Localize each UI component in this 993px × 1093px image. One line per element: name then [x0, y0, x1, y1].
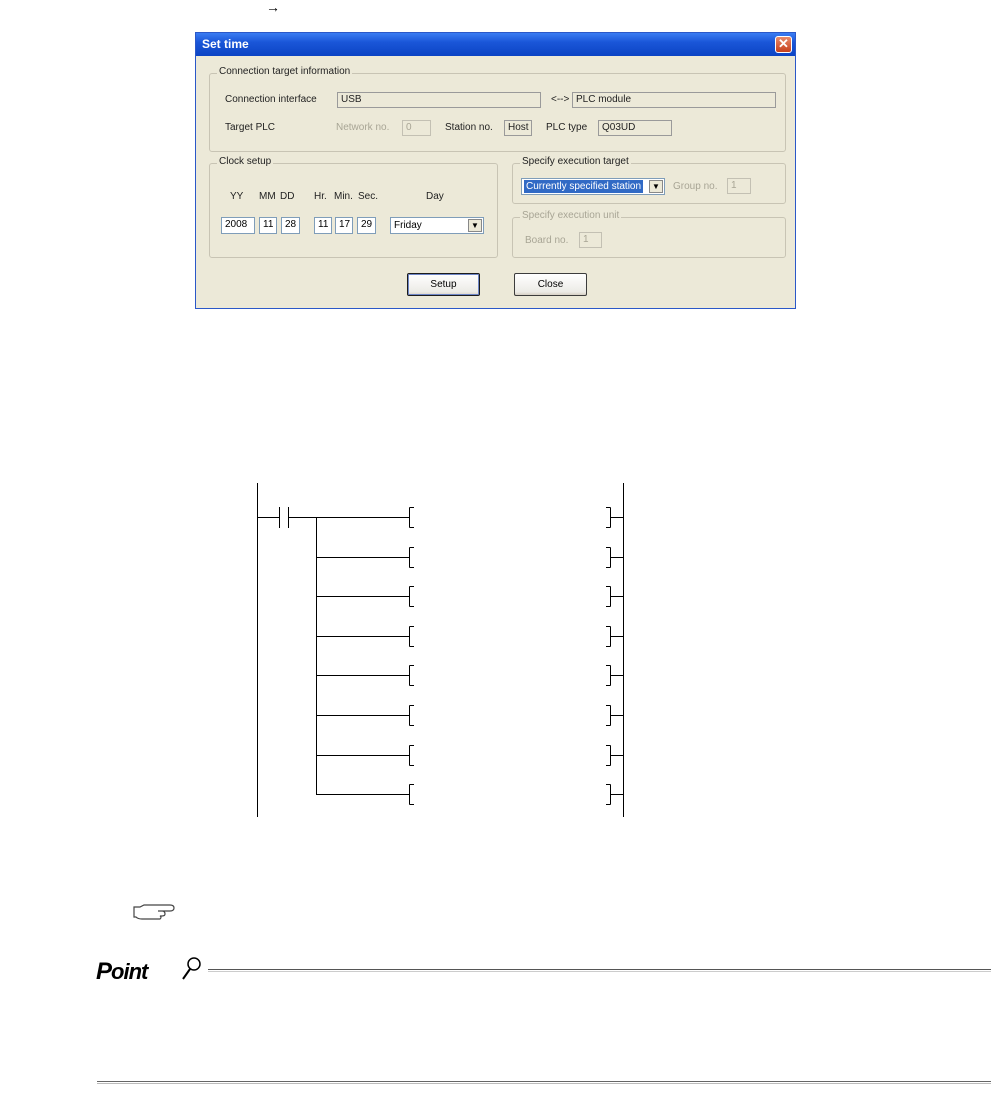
- ladder-rung: [316, 627, 623, 647]
- month-input[interactable]: 11: [259, 217, 277, 234]
- day-of-month-input[interactable]: 28: [281, 217, 300, 234]
- close-button[interactable]: Close: [514, 273, 587, 296]
- point-top-rule: [208, 969, 991, 972]
- board-no-label: Board no.: [525, 235, 569, 246]
- day-label: Day: [426, 191, 444, 202]
- ladder-rung: [316, 548, 623, 568]
- connection-target-field: PLC module: [572, 92, 776, 108]
- network-no-field: 0: [402, 120, 431, 136]
- clock-setup-legend: Clock setup: [219, 156, 272, 167]
- connection-interface-field: USB: [337, 92, 541, 108]
- point-heading: Point: [96, 958, 148, 985]
- sec-label: Sec.: [358, 191, 379, 202]
- ladder-rung: [316, 587, 623, 607]
- execution-target-value: Currently specified station: [526, 181, 642, 192]
- chevron-down-icon[interactable]: ▼: [468, 219, 482, 232]
- magnifier-icon: [180, 955, 204, 983]
- connection-target-legend: Connection target information: [219, 66, 351, 77]
- min-label: Min.: [334, 191, 353, 202]
- ladder-rung: [316, 666, 623, 686]
- connection-interface-label: Connection interface: [225, 94, 317, 105]
- hr-label: Hr.: [314, 191, 327, 202]
- plc-type-label: PLC type: [546, 122, 588, 133]
- weekday-value: Friday: [394, 220, 422, 231]
- yy-label: YY: [230, 191, 244, 202]
- ladder-rung: [316, 508, 623, 528]
- station-no-label: Station no.: [445, 122, 493, 133]
- dd-label: DD: [280, 191, 295, 202]
- board-no-field: 1: [579, 232, 602, 248]
- group-no-label: Group no.: [673, 181, 718, 192]
- plc-type-field: Q03UD: [598, 120, 672, 136]
- point-bottom-rule: [97, 1081, 991, 1084]
- ladder-rung: [316, 746, 623, 766]
- minute-input[interactable]: 17: [335, 217, 353, 234]
- mm-label: MM: [259, 191, 276, 202]
- arrow-icon: →: [266, 0, 280, 15]
- ladder-rung: [316, 785, 623, 805]
- station-no-field: Host: [504, 120, 532, 136]
- network-no-label: Network no.: [336, 122, 390, 133]
- setup-button[interactable]: Setup: [407, 273, 480, 296]
- dialog-title: Set time: [202, 37, 249, 51]
- second-input[interactable]: 29: [357, 217, 376, 234]
- year-input[interactable]: 2008: [221, 217, 255, 234]
- link-arrows: <-->: [551, 94, 570, 105]
- execution-unit-legend: Specify execution unit: [522, 210, 620, 221]
- execution-target-legend: Specify execution target: [522, 156, 629, 167]
- close-icon[interactable]: ✕: [775, 36, 792, 53]
- ladder-rung: [316, 706, 623, 726]
- chevron-down-icon[interactable]: ▼: [649, 180, 663, 193]
- pointing-hand-icon: [132, 903, 176, 923]
- target-plc-label: Target PLC: [225, 122, 276, 133]
- hour-input[interactable]: 11: [314, 217, 332, 234]
- group-no-field: 1: [727, 178, 751, 194]
